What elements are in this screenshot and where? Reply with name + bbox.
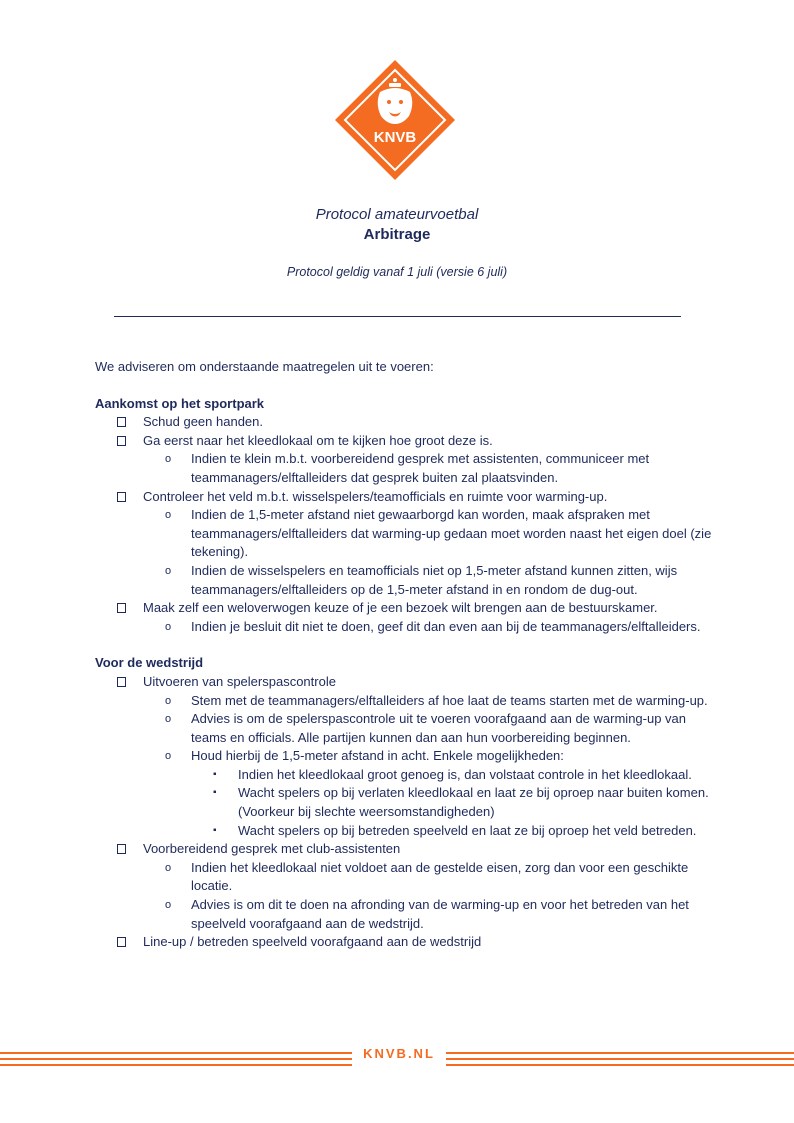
- footer-stripes-right: [446, 1052, 794, 1070]
- list-item: Schud geen handen.: [95, 413, 715, 432]
- sub-sub-list-item: ▪ Wacht spelers op bij verlaten kleedlokaal en laat ze bij oproep naar buiten komen. (Voorkeur bij slechte weersomstandigheden): [213, 785, 709, 820]
- validity-note: Protocol geldig vanaf 1 juli (versie 6 juli): [286, 265, 508, 279]
- list-item: Maak zelf een weloverwogen keuze of je een bezoek wilt brengen aan de bestuurskamer.: [95, 599, 715, 618]
- list-item: Controleer het veld m.b.t. wisselspelers/teamofficials en ruimte voor warming-up.: [95, 488, 715, 507]
- circle-bullet-icon: o: [165, 899, 172, 912]
- circle-bullet-icon: o: [165, 509, 172, 522]
- logo-text: KNVB: [373, 129, 417, 146]
- square-bullet-icon: ▪: [213, 768, 217, 780]
- sub-list-item: o Houd hierbij de 1,5-meter afstand in acht. Enkele mogelijkheden:: [95, 747, 715, 766]
- sub-list-item: o Stem met de teammanagers/elftalleiders af hoe laat de teams starten met de warming-up.: [95, 692, 715, 711]
- list-item: Line-up / betreden speelveld voorafgaand aan de wedstrijd: [95, 933, 715, 952]
- sub-list-item: o Indien de wisselspelers en teamofficials niet op 1,5-meter afstand kunnen zitten, wijs teammanagers/elftalleiders op de 1,5-meter afstand in en rondom de dug-out.: [165, 562, 678, 597]
- footer-website-link[interactable]: KNVB.NL: [363, 1046, 435, 1061]
- footer-stripes-left: [0, 1052, 352, 1070]
- document-title: Arbitrage: [363, 226, 431, 243]
- list-item: Voorbereidend gesprek met club-assistenten: [95, 840, 715, 859]
- square-bullet-icon: ▪: [213, 787, 217, 799]
- circle-bullet-icon: o: [165, 453, 172, 466]
- checkbox-bullet-icon: [117, 492, 126, 502]
- circle-bullet-icon: o: [165, 620, 172, 633]
- document-subtitle: Protocol amateurvoetbal: [315, 206, 479, 223]
- sub-sub-list-item: ▪ Wacht spelers op bij betreden speelveld en laat ze bij oproep het veld betreden.: [95, 822, 715, 841]
- section-heading: Voor de wedstrijd: [95, 655, 204, 671]
- sub-list-item: o Advies is om dit te doen na afronding van de warming-up en voor het betreden van het speelveld voorafgaand aan de wedstrijd.: [165, 897, 689, 931]
- checkbox-bullet-icon: [117, 844, 126, 854]
- sub-list-item: o Indien je besluit dit niet te doen, geef dit dan even aan bij de teammanagers/elftalleiders.: [95, 618, 715, 637]
- checkbox-bullet-icon: [117, 603, 126, 613]
- section-heading: Aankomst op het sportpark: [95, 395, 265, 411]
- document-body: [95, 358, 715, 952]
- checkbox-bullet-icon: [117, 677, 126, 687]
- sub-list-item: o Indien de 1,5-meter afstand niet gewaarborgd kan worden, maak afspraken met teammanagers/elftalleiders dat warming-up gedaan moet worden naast het eigen doel (zie tekening).: [165, 507, 712, 560]
- sub-list-item: o Advies is om de spelerspascontrole uit te voeren voorafgaand aan de warming-up van teams en officials. Alle partijen kunnen dan aan hun voorbereiding beginnen.: [165, 711, 687, 745]
- page-footer: [0, 1046, 794, 1068]
- circle-bullet-icon: o: [165, 861, 172, 874]
- intro-text: We adviseren om onderstaande maatregelen uit te voeren:: [95, 359, 434, 374]
- checkbox-bullet-icon: [117, 436, 126, 446]
- circle-bullet-icon: o: [165, 564, 172, 577]
- square-bullet-icon: ▪: [213, 824, 217, 836]
- checkbox-bullet-icon: [117, 417, 126, 427]
- circle-bullet-icon: o: [165, 713, 172, 726]
- sub-list-item: o Indien te klein m.b.t. voorbereidend gesprek met assistenten, communiceer met teammanagers/elftalleiders dat gesprek buiten zal plaatsvinden.: [165, 451, 650, 485]
- list-item: Ga eerst naar het kleedlokaal om te kijken hoe groot deze is.: [95, 432, 715, 451]
- circle-bullet-icon: o: [165, 750, 172, 763]
- knvb-lion-logo: [333, 58, 457, 182]
- checkbox-bullet-icon: [117, 937, 126, 947]
- sub-list-item: o Indien het kleedlokaal niet voldoet aan de gestelde eisen, zorg dan voor een geschikte locatie.: [165, 859, 689, 894]
- list-item: Uitvoeren van spelerspascontrole: [95, 673, 715, 692]
- sub-sub-list-item: ▪ Indien het kleedlokaal groot genoeg is, dan volstaat controle in het kleedlokaal.: [95, 766, 715, 785]
- circle-bullet-icon: o: [165, 694, 172, 707]
- divider: [114, 316, 681, 317]
